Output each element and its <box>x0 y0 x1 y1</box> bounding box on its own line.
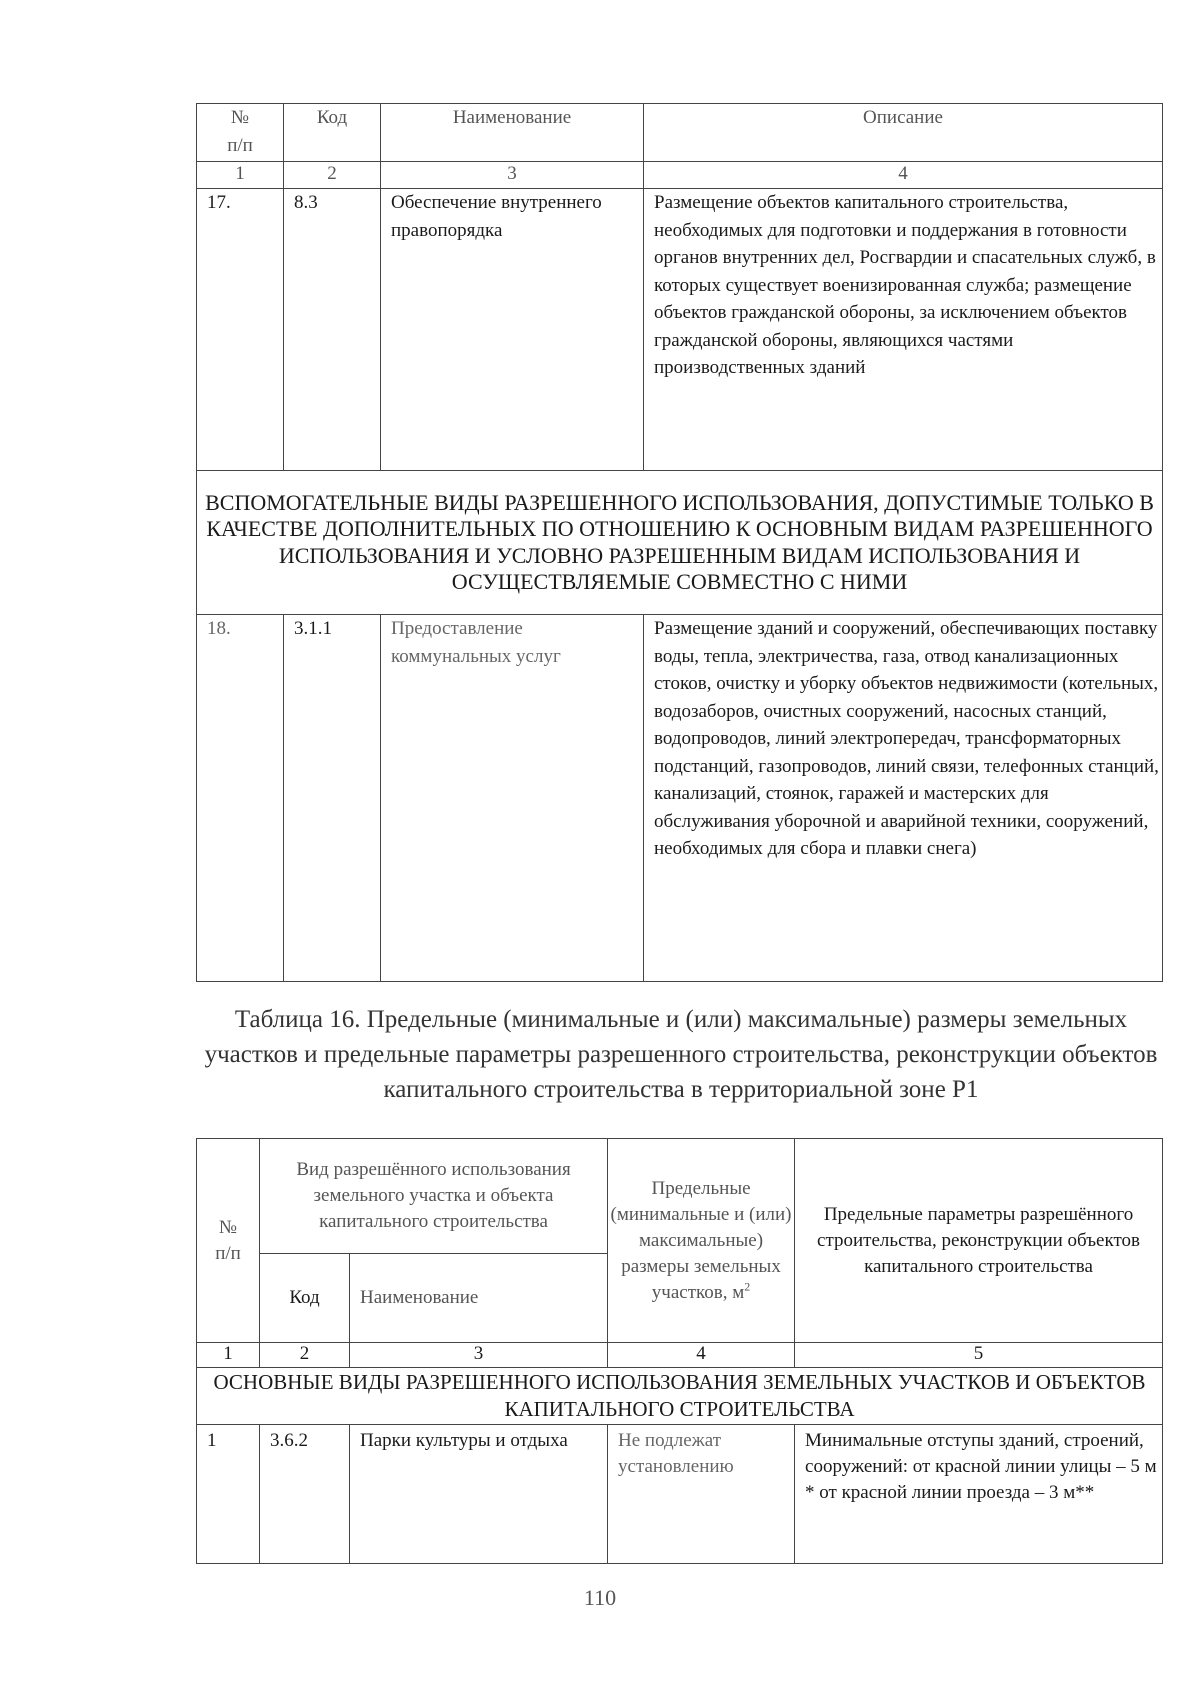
header-num: № п/п <box>197 104 284 162</box>
column-number: 2 <box>260 1343 350 1368</box>
table-row <box>197 1425 1163 1564</box>
row-number: 1 <box>197 1425 260 1564</box>
row-limits: Не подлежат установлению <box>608 1425 795 1564</box>
column-number: 1 <box>197 162 284 189</box>
section-row <box>197 471 1163 615</box>
header-code: Код <box>284 104 381 162</box>
column-number: 3 <box>381 162 644 189</box>
row-code: 8.3 <box>284 189 381 471</box>
row-number: 18. <box>197 615 284 982</box>
column-number: 4 <box>644 162 1163 189</box>
header-code: Код <box>260 1254 350 1343</box>
header-params: Предельные параметры разрешённого строительства, реконструкции объектов капитального строительства <box>795 1139 1163 1343</box>
row-name: Обеспечение внутреннего правопорядка <box>381 189 644 471</box>
row-code: 3.1.1 <box>284 615 381 982</box>
column-numbers-row <box>197 1343 1163 1368</box>
row-number: 17. <box>197 189 284 471</box>
table-limits-p1 <box>196 1138 1163 1564</box>
header-num: № п/п <box>197 1139 260 1343</box>
table-row <box>197 615 1163 982</box>
section-title: ВСПОМОГАТЕЛЬНЫЕ ВИДЫ РАЗРЕШЕННОГО ИСПОЛЬЗОВАНИЯ, ДОПУСТИМЫЕ ТОЛЬКО В КАЧЕСТВЕ ДОПОЛНИТЕЛЬНЫХ ПО ОТНОШЕНИЮ К ОСНОВНЫМ ВИДАМ РАЗРЕШЕННОГО ИСПОЛЬЗОВАНИЯ И УСЛОВНО РАЗРЕШЕННЫМ ВИДАМ ИСПОЛЬЗОВАНИЯ И ОСУЩЕСТВЛЯЕМЫЕ СОВМЕСТНО С НИМИ <box>197 471 1163 615</box>
column-number: 1 <box>197 1343 260 1368</box>
section-title: ОСНОВНЫЕ ВИДЫ РАЗРЕШЕННОГО ИСПОЛЬЗОВАНИЯ ЗЕМЕЛЬНЫХ УЧАСТКОВ И ОБЪЕКТОВ КАПИТАЛЬНОГО СТРОИТЕЛЬСТВА <box>197 1368 1163 1425</box>
row-name: Предоставление коммунальных услуг <box>381 615 644 982</box>
header-limits-sup: 2 <box>744 1279 751 1294</box>
table-caption: Таблица 16. Предельные (минимальные и (или) максимальные) размеры земельных участков и предельные параметры разрешенного строительства, реконструкции объектов капитального строительства в территориальной зоне Р1 <box>204 1006 1158 1103</box>
table-header-row <box>197 104 1163 162</box>
column-number: 3 <box>350 1343 608 1368</box>
page-number: 110 <box>583 1585 617 1610</box>
header-limits-text: Предельные (минимальные и (или) максимальные) размеры земельных участков, м <box>610 1177 792 1303</box>
header-usage-type: Вид разрешённого использования земельного участка и объекта капитального строительства <box>260 1139 608 1254</box>
column-numbers-row <box>197 162 1163 189</box>
header-description: Описание <box>644 104 1163 162</box>
column-number: 2 <box>284 162 381 189</box>
row-description: Размещение объектов капитального строительства, необходимых для подготовки и поддержания в готовности органов внутренних дел, Росгвардии и спасательных служб, в которых существует военизированная служба; размещение объектов гражданской обороны, за исключением объектов гражданской обороны, являющихся частями производственных зданий <box>644 189 1163 471</box>
table-usage-types <box>196 103 1163 982</box>
header-name: Наименование <box>381 104 644 162</box>
header-name: Наименование <box>350 1254 608 1343</box>
table-header-row <box>197 1139 1163 1254</box>
section-row <box>197 1368 1163 1425</box>
column-number: 5 <box>795 1343 1163 1368</box>
row-code: 3.6.2 <box>260 1425 350 1564</box>
column-number: 4 <box>608 1343 795 1368</box>
row-params: Минимальные отступы зданий, строений, сооружений: от красной линии улицы – 5 м * от красной линии проезда – 3 м** <box>795 1425 1163 1564</box>
table-row <box>197 189 1163 471</box>
row-description: Размещение зданий и сооружений, обеспечивающих поставку воды, тепла, электричества, газа, отвод канализационных стоков, очистку и уборку объектов недвижимости (котельных, водозаборов, очистных сооружений, насосных станций, водопроводов, линий электропередач, трансформаторных подстанций, газопроводов, линий связи, телефонных станций, канализаций, стоянок, гаражей и мастерских для обслуживания уборочной и аварийной техники, сооружений, необходимых для сбора и плавки снега) <box>644 615 1163 982</box>
header-limits <box>608 1139 795 1343</box>
row-name: Парки культуры и отдыха <box>350 1425 608 1564</box>
